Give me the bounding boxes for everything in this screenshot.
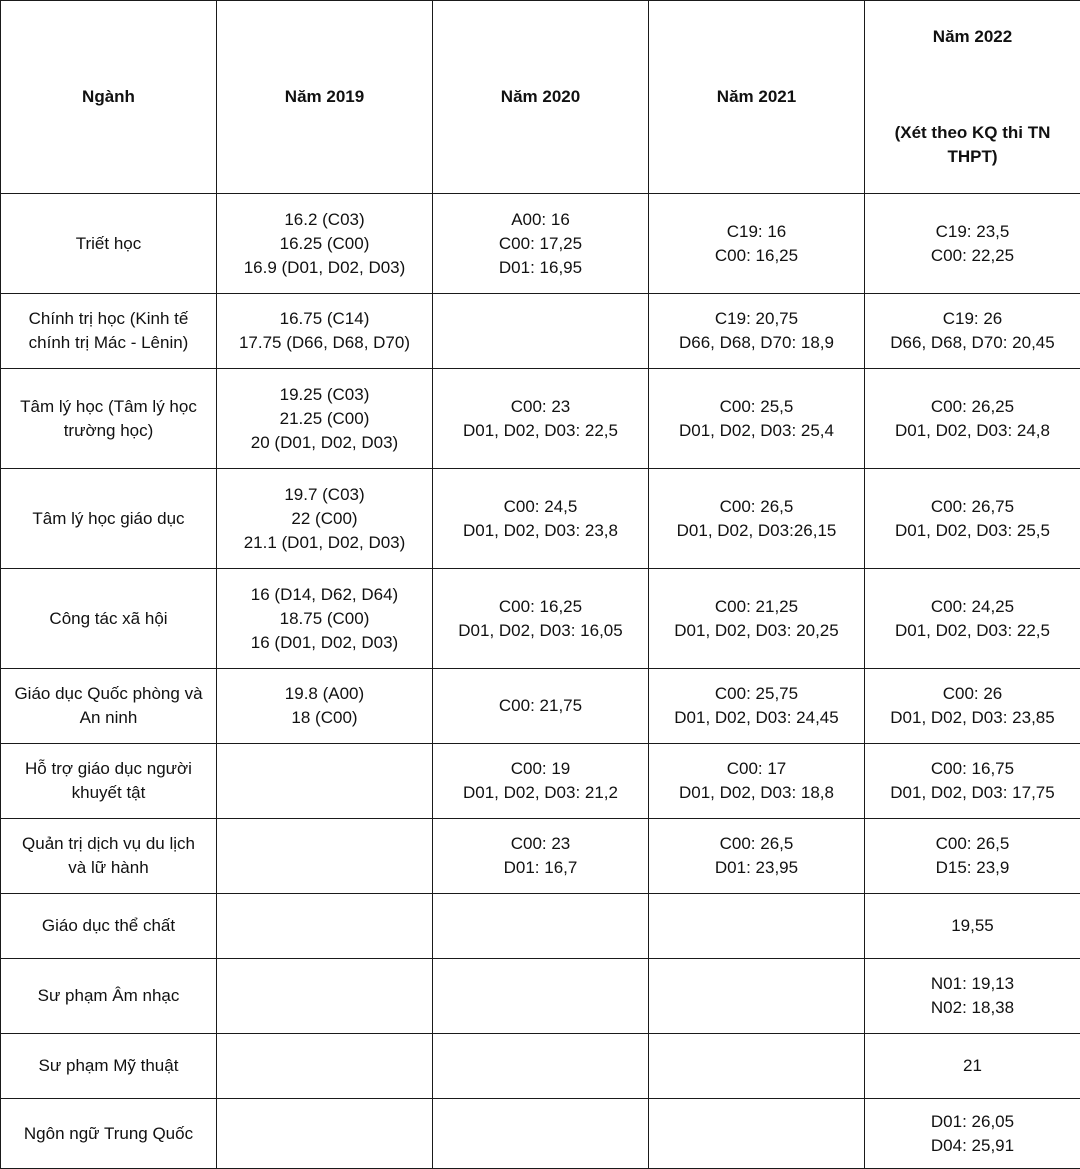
score-line: D01, D02, D03:26,15: [653, 519, 860, 543]
table-row: [1, 1099, 1080, 1169]
score-line: 16 (D14, D62, D64): [221, 583, 428, 607]
score-line: 19.25 (C03): [221, 383, 428, 407]
score-cell-2022: [865, 669, 1080, 744]
header-2019: Năm 2019: [217, 1, 433, 194]
table-row: [1, 744, 1080, 819]
header-2021: Năm 2021: [649, 1, 865, 194]
score-line: D66, D68, D70: 18,9: [653, 331, 860, 355]
score-line: C00: 26,25: [869, 395, 1076, 419]
score-cell-2021: [649, 569, 865, 669]
score-cell-2022: [865, 894, 1080, 959]
table-row: [1, 469, 1080, 569]
score-cell-2022: [865, 469, 1080, 569]
score-cell-2021: [649, 894, 865, 959]
header-row: [1, 1, 1080, 194]
score-cell-2019: [217, 469, 433, 569]
table-row: [1, 959, 1080, 1034]
score-line: C00: 25,75: [653, 682, 860, 706]
score-line: D01, D02, D03: 24,8: [869, 419, 1076, 443]
major-cell: Tâm lý học giáo dục: [1, 469, 217, 569]
score-cell-2019: [217, 819, 433, 894]
score-line: 19.8 (A00): [221, 682, 428, 706]
score-line: D01, D02, D03: 24,45: [653, 706, 860, 730]
score-cell-2020: [433, 669, 649, 744]
table-row: [1, 1034, 1080, 1099]
score-line: C00: 26: [869, 682, 1076, 706]
score-line: D01, D02, D03: 25,4: [653, 419, 860, 443]
score-line: D01, D02, D03: 25,5: [869, 519, 1076, 543]
score-line: D01, D02, D03: 21,2: [437, 781, 644, 805]
header-major: Ngành: [1, 1, 217, 194]
score-line: 16.75 (C14): [221, 307, 428, 331]
score-cell-2019: [217, 369, 433, 469]
score-line: D01, D02, D03: 16,05: [437, 619, 644, 643]
major-cell: Quản trị dịch vụ du lịch và lữ hành: [1, 819, 217, 894]
score-cell-2019: [217, 894, 433, 959]
score-line: C00: 26,5: [653, 832, 860, 856]
major-cell: Công tác xã hội: [1, 569, 217, 669]
score-cell-2019: [217, 1034, 433, 1099]
score-cell-2020: [433, 294, 649, 369]
table-row: [1, 894, 1080, 959]
major-cell: Hỗ trợ giáo dục người khuyết tật: [1, 744, 217, 819]
score-cell-2022: [865, 194, 1080, 294]
major-cell: Giáo dục thể chất: [1, 894, 217, 959]
score-line: 18 (C00): [221, 706, 428, 730]
score-cell-2021: [649, 744, 865, 819]
score-line: D15: 23,9: [869, 856, 1076, 880]
table-body: [1, 194, 1080, 1169]
score-line: C19: 20,75: [653, 307, 860, 331]
table-header: [1, 1, 1080, 194]
score-line: 17.75 (D66, D68, D70): [221, 331, 428, 355]
score-cell-2020: [433, 959, 649, 1034]
score-line: D01, D02, D03: 17,75: [869, 781, 1076, 805]
score-cell-2021: [649, 1034, 865, 1099]
major-cell: Sư phạm Mỹ thuật: [1, 1034, 217, 1099]
major-cell: Sư phạm Âm nhạc: [1, 959, 217, 1034]
header-2022-note: (Xét theo KQ thi TN THPT): [869, 121, 1076, 169]
score-line: C00: 17,25: [437, 232, 644, 256]
score-line: C00: 21,25: [653, 595, 860, 619]
score-line: D01: 16,95: [437, 256, 644, 280]
major-cell: Giáo dục Quốc phòng và An ninh: [1, 669, 217, 744]
score-cell-2020: [433, 469, 649, 569]
score-line: D01: 26,05: [869, 1110, 1076, 1134]
score-line: 22 (C00): [221, 507, 428, 531]
score-line: D04: 25,91: [869, 1134, 1076, 1158]
score-line: C19: 23,5: [869, 220, 1076, 244]
score-line: 21: [869, 1054, 1076, 1078]
score-cell-2020: [433, 819, 649, 894]
score-line: D01, D02, D03: 22,5: [869, 619, 1076, 643]
score-line: D01, D02, D03: 23,8: [437, 519, 644, 543]
score-line: C00: 23: [437, 832, 644, 856]
table-row: [1, 294, 1080, 369]
score-line: A00: 16: [437, 208, 644, 232]
score-cell-2020: [433, 569, 649, 669]
score-cell-2020: [433, 744, 649, 819]
score-line: 21.25 (C00): [221, 407, 428, 431]
score-line: D66, D68, D70: 20,45: [869, 331, 1076, 355]
score-line: C00: 16,25: [437, 595, 644, 619]
score-line: C00: 21,75: [437, 694, 644, 718]
score-line: D01, D02, D03: 20,25: [653, 619, 860, 643]
score-cell-2019: [217, 569, 433, 669]
header-2020: Năm 2020: [433, 1, 649, 194]
major-cell: Chính trị học (Kinh tế chính trị Mác - Lênin): [1, 294, 217, 369]
score-line: D01: 16,7: [437, 856, 644, 880]
score-cell-2021: [649, 819, 865, 894]
score-line: 16.2 (C03): [221, 208, 428, 232]
score-line: C00: 26,5: [653, 495, 860, 519]
score-line: N02: 18,38: [869, 996, 1076, 1020]
score-line: C00: 16,25: [653, 244, 860, 268]
header-2022-year: Năm 2022: [869, 25, 1076, 49]
score-line: 16.9 (D01, D02, D03): [221, 256, 428, 280]
score-line: C00: 26,5: [869, 832, 1076, 856]
score-line: 16.25 (C00): [221, 232, 428, 256]
score-line: 18.75 (C00): [221, 607, 428, 631]
score-cell-2022: [865, 569, 1080, 669]
header-2022-spacer: [869, 73, 1076, 97]
score-line: C00: 17: [653, 757, 860, 781]
score-cell-2020: [433, 369, 649, 469]
score-cell-2021: [649, 959, 865, 1034]
score-cell-2022: [865, 1099, 1080, 1169]
table-row: [1, 369, 1080, 469]
score-cell-2019: [217, 959, 433, 1034]
score-cell-2022: [865, 1034, 1080, 1099]
score-cell-2022: [865, 369, 1080, 469]
score-line: C00: 16,75: [869, 757, 1076, 781]
score-line: 19,55: [869, 914, 1076, 938]
score-line: C00: 19: [437, 757, 644, 781]
score-cell-2021: [649, 1099, 865, 1169]
table-row: [1, 819, 1080, 894]
score-cell-2020: [433, 894, 649, 959]
score-cell-2021: [649, 369, 865, 469]
score-line: C00: 26,75: [869, 495, 1076, 519]
score-line: D01, D02, D03: 22,5: [437, 419, 644, 443]
score-line: 16 (D01, D02, D03): [221, 631, 428, 655]
major-cell: Triết học: [1, 194, 217, 294]
score-cell-2022: [865, 294, 1080, 369]
score-cell-2022: [865, 959, 1080, 1034]
score-line: N01: 19,13: [869, 972, 1076, 996]
table-row: [1, 569, 1080, 669]
score-line: C19: 26: [869, 307, 1076, 331]
score-cell-2019: [217, 669, 433, 744]
header-2022: [865, 1, 1080, 194]
table-row: [1, 194, 1080, 294]
score-cell-2021: [649, 294, 865, 369]
score-line: C00: 25,5: [653, 395, 860, 419]
score-cell-2022: [865, 819, 1080, 894]
score-line: C00: 23: [437, 395, 644, 419]
major-cell: Ngôn ngữ Trung Quốc: [1, 1099, 217, 1169]
score-cell-2021: [649, 194, 865, 294]
score-line: C00: 24,25: [869, 595, 1076, 619]
score-line: 21.1 (D01, D02, D03): [221, 531, 428, 555]
major-cell: Tâm lý học (Tâm lý học trường học): [1, 369, 217, 469]
score-cell-2021: [649, 469, 865, 569]
score-cell-2019: [217, 294, 433, 369]
score-cell-2022: [865, 744, 1080, 819]
score-line: 20 (D01, D02, D03): [221, 431, 428, 455]
score-line: D01, D02, D03: 23,85: [869, 706, 1076, 730]
score-line: 19.7 (C03): [221, 483, 428, 507]
score-cell-2019: [217, 1099, 433, 1169]
score-line: D01: 23,95: [653, 856, 860, 880]
score-line: C19: 16: [653, 220, 860, 244]
score-line: C00: 24,5: [437, 495, 644, 519]
score-cell-2020: [433, 194, 649, 294]
score-cell-2021: [649, 669, 865, 744]
score-cell-2020: [433, 1034, 649, 1099]
score-cell-2019: [217, 744, 433, 819]
table-row: [1, 669, 1080, 744]
score-line: C00: 22,25: [869, 244, 1076, 268]
score-line: D01, D02, D03: 18,8: [653, 781, 860, 805]
score-cell-2019: [217, 194, 433, 294]
score-cell-2020: [433, 1099, 649, 1169]
